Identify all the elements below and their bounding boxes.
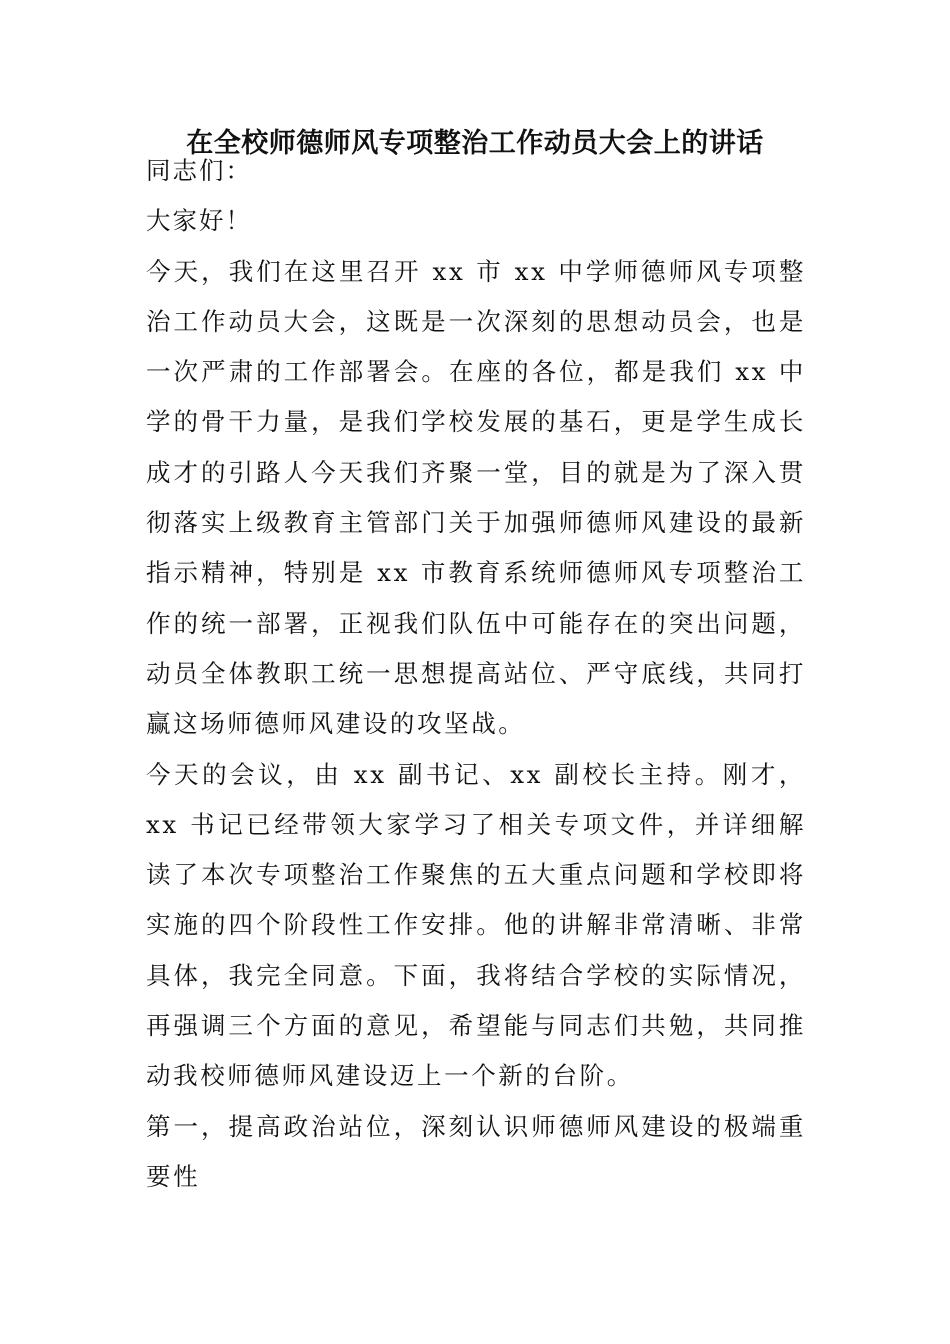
document-title: 在全校师德师风专项整治工作动员大会上的讲话 bbox=[186, 128, 764, 159]
section-heading-first: 第一，提高政治站位，深刻认识师德师风建设的极端重要性 bbox=[146, 1111, 806, 1191]
greeting-paragraph: 大家好！ bbox=[146, 206, 252, 236]
body-paragraph-intro: 今天，我们在这里召开 xx 市 xx 中学师德师风专项整治工作动员大会，这既是一次深刻的思想动员会，也是一次严肃的工作部署会。在座的各位，都是我们 xx 中学的骨干力量，是我们学校发展的基石，更是学生成长成才的引路人今天我们齐聚一堂，目的就是为了深入贯彻落实上级教育主管部门关于加强师德师风建设的最新指示精神，特别是 xx 市教育系统师德师风专项整治工作的统一部署，正视我们队伍中可能存在的突出问题，动员全体教职工统一思想提高站位、严守底线，共同打赢这场师德师风建设的攻坚战。 bbox=[146, 256, 806, 739]
body-paragraph-meeting: 今天的会议，由 xx 副书记、xx 副校长主持。刚才，xx 书记已经带领大家学习了相关专项文件，并详细解读了本次专项整治工作聚焦的五大重点问题和学校即将实施的四个阶段性工作安排。他的讲解非常清晰、非常具体，我完全同意。下面，我将结合学校的实际情况，再强调三个方面的意见，希望能与同志们共勉，共同推动我校师德师风建设迈上一个新的台阶。 bbox=[146, 759, 806, 1091]
document-body bbox=[146, 146, 806, 1202]
salutation-paragraph: 同志们： bbox=[146, 156, 252, 185]
